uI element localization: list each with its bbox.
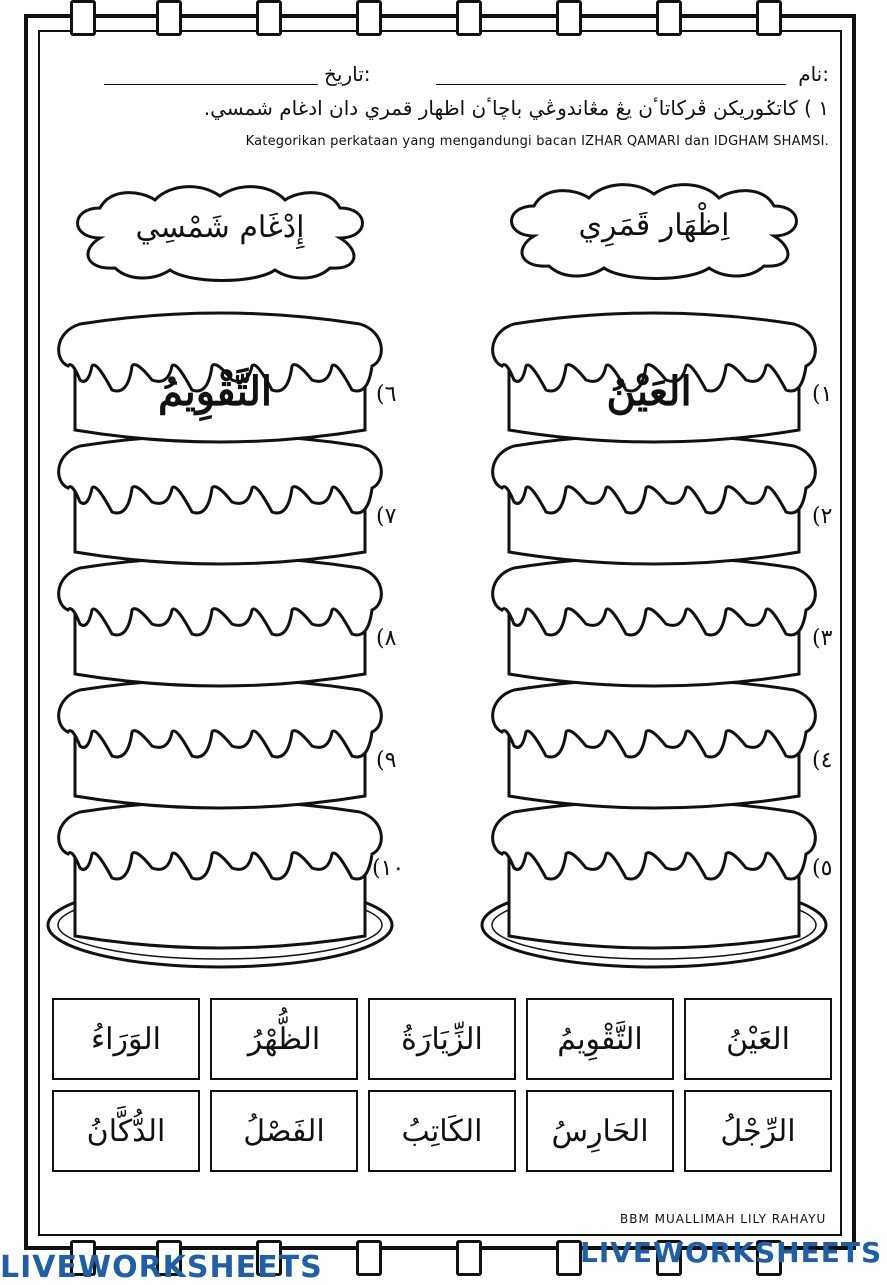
drop-zone-2[interactable] [504, 492, 794, 552]
liveworksheets-watermark-left: LIVEWORKSHEETS [0, 1250, 323, 1285]
instruction-roman: Kategorikan perkataan yang mengandungi bacan IZHAR QAMARI dan IDGHAM SHAMSI. [245, 134, 829, 149]
word-card[interactable] [210, 1090, 358, 1172]
drop-zone-9[interactable] [70, 736, 360, 796]
date-field[interactable] [104, 62, 318, 85]
drop-zone-5[interactable] [504, 858, 794, 918]
word-card-text: الزِّيَارَةُ [401, 1021, 483, 1057]
binder-tab [456, 1240, 482, 1276]
word-card[interactable] [526, 998, 674, 1080]
drop-zone-8[interactable] [70, 614, 360, 674]
drop-zone-3[interactable] [504, 614, 794, 674]
category-idgham-shamsi: إِدْغَام شَمْسِي [135, 210, 305, 245]
binder-tab [556, 0, 582, 36]
word-card-text: الحَارِسُ [551, 1113, 649, 1149]
tier-number: ١) [812, 382, 833, 407]
liveworksheets-watermark-right[interactable]: LIVEWORKSHEETS [580, 1236, 883, 1269]
binder-tab [756, 0, 782, 36]
name-label: نام: [798, 62, 829, 86]
instruction-arabic: ١ ) كاتݢوريكن ڤركاتاٴن يڠ مڠاندوڠي باچاٴن اظهار قمري دان ادغام شمسي. [203, 96, 829, 120]
tier-number: ١٠) [372, 856, 405, 881]
word-card[interactable] [526, 1090, 674, 1172]
word-card[interactable] [368, 998, 516, 1080]
tier-number: ٧) [376, 504, 397, 529]
tier-number: ٣) [812, 626, 833, 651]
binder-tab [256, 0, 282, 36]
date-label: تاريخ: [324, 62, 371, 86]
word-card-text: الظُّهْرُ [247, 1021, 321, 1057]
binder-tab [156, 0, 182, 36]
drop-zone-6[interactable]: التَّقْوِيمُ [157, 368, 273, 415]
tier-number: ٦) [376, 382, 397, 407]
tier-number: ٢) [812, 504, 833, 529]
tier-number: ٨) [376, 626, 397, 651]
drop-zone-4[interactable] [504, 736, 794, 796]
tier-number: ٥) [812, 856, 833, 881]
credit-text: BBM MUALLIMAH LILY RAHAYU [620, 1212, 827, 1226]
category-izhar-qamari: اِظْهَار قَمَرِي [578, 208, 730, 243]
word-card[interactable] [684, 998, 832, 1080]
word-card-text: الفَصْلُ [243, 1113, 325, 1149]
binder-tab [456, 0, 482, 36]
word-card-text: العَيْنُ [726, 1021, 790, 1057]
binder-tab [656, 0, 682, 36]
word-card[interactable] [52, 998, 200, 1080]
drop-zone-7[interactable] [70, 492, 360, 552]
word-card-text: التَّقْوِيمُ [557, 1021, 643, 1057]
word-card[interactable] [52, 1090, 200, 1172]
tier-number: ٤) [812, 748, 833, 773]
tier-number: ٩) [376, 748, 397, 773]
drop-zone-1[interactable]: العَيْنُ [606, 368, 692, 415]
word-card[interactable] [368, 1090, 516, 1172]
word-card[interactable] [684, 1090, 832, 1172]
word-card-text: الرِّجْلُ [720, 1113, 796, 1149]
binder-tab [356, 0, 382, 36]
name-field[interactable] [436, 62, 786, 85]
drop-zone-10[interactable] [70, 858, 360, 918]
word-card-text: الدُّكَّانُ [86, 1113, 166, 1149]
binder-tab [556, 1240, 582, 1276]
word-card[interactable] [210, 998, 358, 1080]
binder-tab [356, 1240, 382, 1276]
binder-tab [70, 0, 96, 36]
word-card-text: الوَرَاءُ [91, 1021, 161, 1057]
word-card-text: الكَاتِبُ [401, 1113, 483, 1149]
